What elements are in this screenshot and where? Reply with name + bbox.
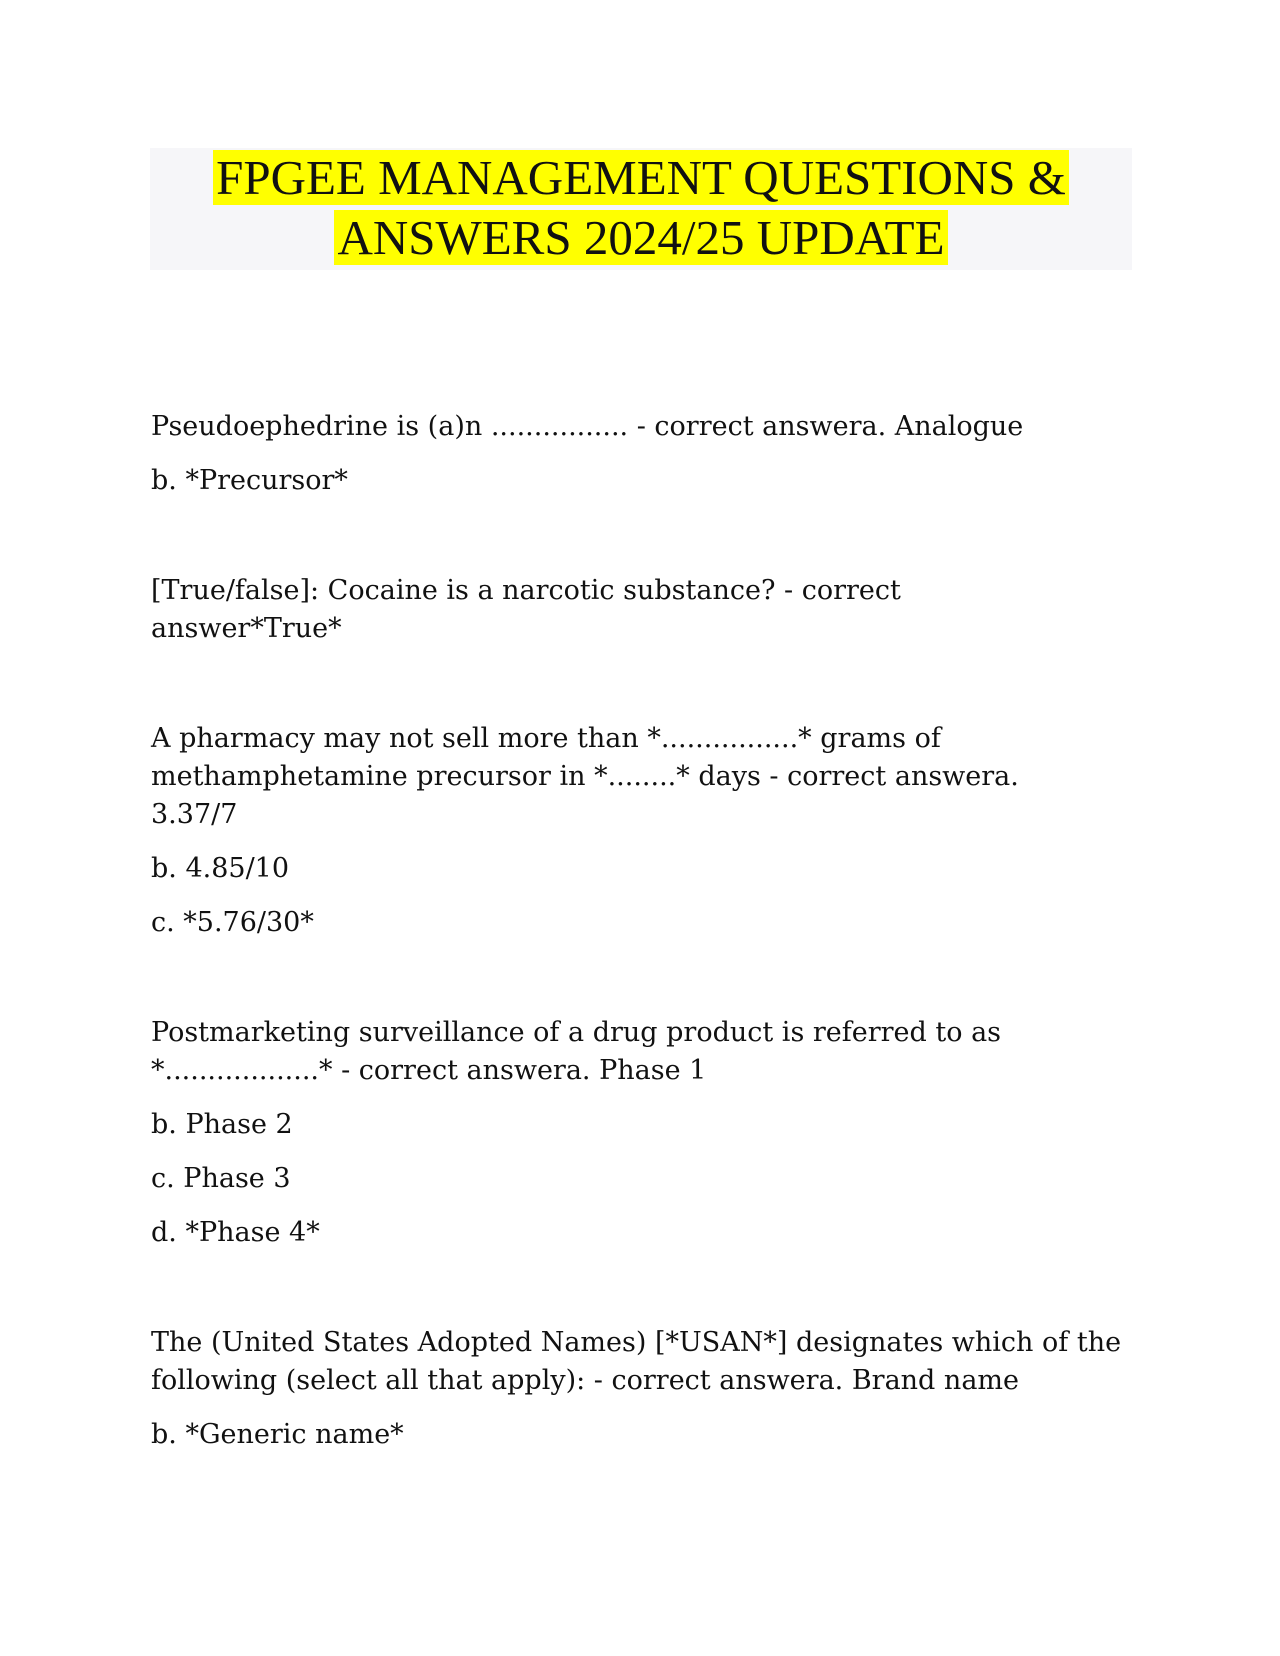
answer-option: d. *Phase 4*	[151, 1217, 320, 1248]
title-line-2: ANSWERS 2024/25 UPDATE	[334, 210, 947, 265]
qa-item-3	[151, 720, 1051, 942]
qa-item-4	[151, 1014, 1031, 1252]
answer-option: b. 4.85/10	[151, 853, 290, 884]
question-text: Postmarketing surveillance of a drug product is referred to as *..................* - correct answera. Phase 1	[151, 1017, 1002, 1086]
question-text: [True/false]: Cocaine is a narcotic substance? - correct answer*True*	[151, 575, 901, 644]
answer-option: b. *Precursor*	[151, 465, 348, 496]
question-text: The (United States Adopted Names) [*USAN*] designates which of the following (select all that apply): - correct answera. Brand name	[151, 1327, 1122, 1396]
qa-item-5	[151, 1324, 1131, 1454]
answer-option: c. *5.76/30*	[151, 907, 314, 938]
qa-item-2	[151, 572, 921, 648]
answer-option: b. *Generic name*	[151, 1419, 404, 1450]
answer-option: c. Phase 3	[151, 1163, 291, 1194]
qa-item-1	[151, 408, 1131, 500]
qa-list	[151, 408, 1131, 1454]
title-line-1: FPGEE MANAGEMENT QUESTIONS &	[213, 150, 1069, 205]
document-title	[150, 148, 1132, 270]
question-text: A pharmacy may not sell more than *................* grams of methamphetamine precursor in *........* days - correct answera. 3.37/7	[151, 723, 1019, 830]
question-text: Pseudoephedrine is (a)n ................ - correct answera. Analogue	[151, 411, 1024, 442]
answer-option: b. Phase 2	[151, 1109, 293, 1140]
